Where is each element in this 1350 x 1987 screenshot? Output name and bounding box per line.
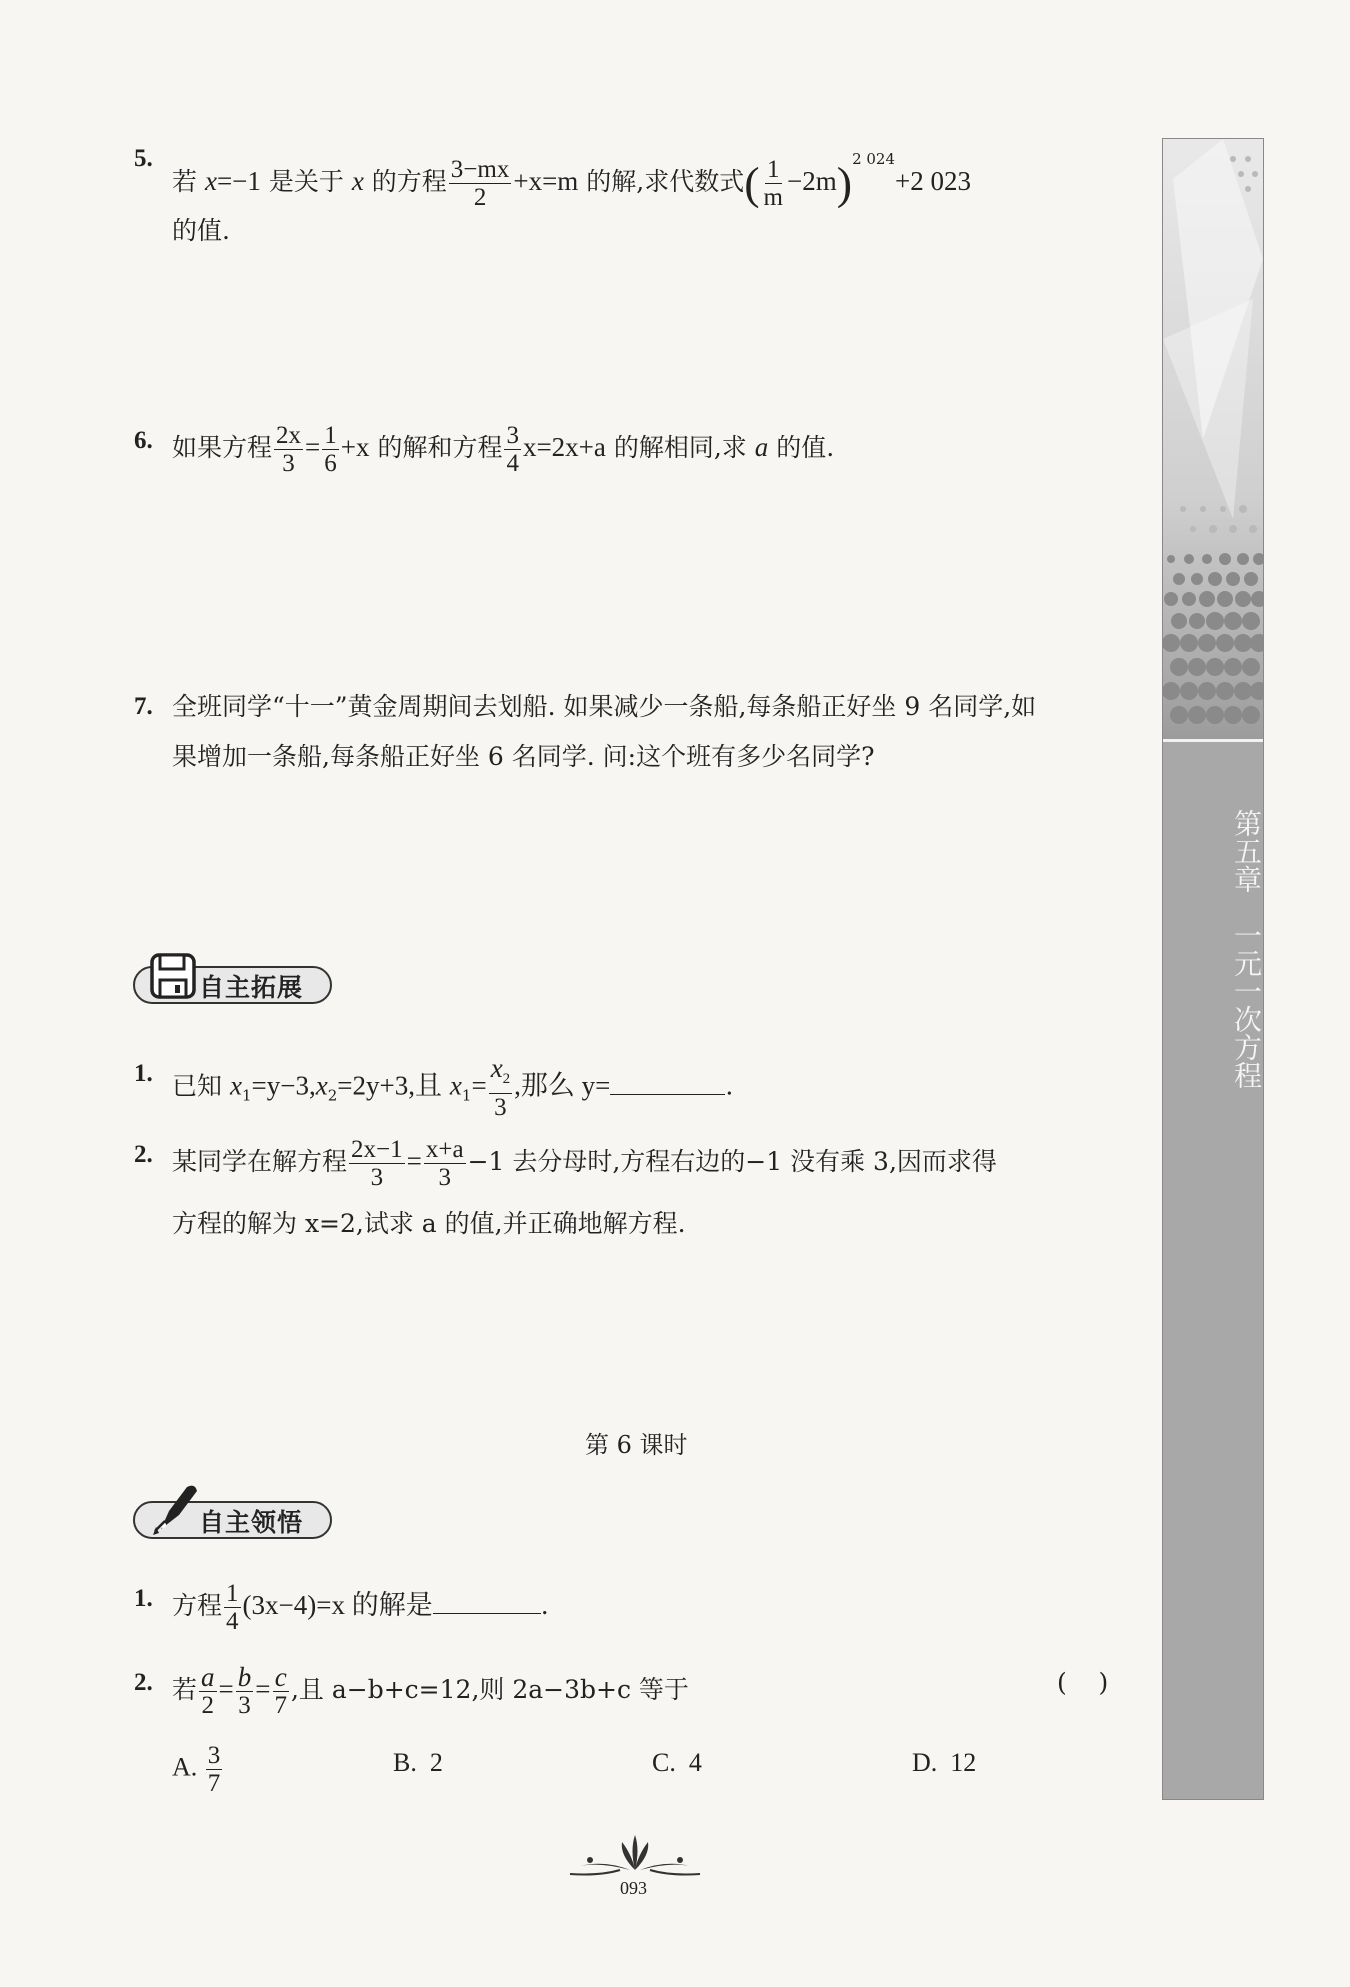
left-paren: ( xyxy=(744,157,760,209)
text: +x xyxy=(340,432,370,462)
text: = xyxy=(305,432,321,462)
denominator: 4 xyxy=(226,1608,239,1635)
numerator: 2x−1 xyxy=(351,1136,403,1163)
text: 如果方程 xyxy=(172,433,273,462)
subscript: 1 xyxy=(461,1086,472,1105)
extension-question-1 xyxy=(134,1053,1152,1121)
question-6 xyxy=(134,422,1142,477)
text: = xyxy=(406,1146,422,1176)
var: x xyxy=(204,166,217,196)
extension-question-2-line2 xyxy=(172,1205,1152,1243)
numerator xyxy=(489,1055,512,1094)
text: =y−3, xyxy=(251,1070,316,1101)
floppy-disk-icon xyxy=(149,952,197,1000)
right-paren: ) xyxy=(836,157,853,209)
question-number: 1. xyxy=(134,1060,153,1087)
denominator: 2 xyxy=(201,1692,215,1719)
numerator: b xyxy=(237,1662,252,1692)
var: x xyxy=(351,166,364,196)
text: 的解和方程 xyxy=(377,433,503,462)
halftone-pattern xyxy=(1163,139,1263,739)
halftone-dots xyxy=(1163,139,1263,739)
var: x xyxy=(229,1070,242,1101)
denominator: 6 xyxy=(324,450,337,477)
answer-paren[interactable]: ( ) xyxy=(1057,1668,1109,1697)
text: = xyxy=(471,1070,487,1101)
denominator: 3 xyxy=(238,1692,251,1719)
fraction xyxy=(424,1136,466,1191)
denominator: 3 xyxy=(438,1164,451,1191)
question-number: 2. xyxy=(134,1669,153,1696)
text: +x=m xyxy=(513,166,579,196)
denominator: 3 xyxy=(494,1094,507,1121)
subscript: 2 xyxy=(502,1071,511,1087)
text: 的值. xyxy=(776,433,835,462)
text: ,且 a−b+c=12,则 2a−3b+c 等于 xyxy=(290,1675,689,1704)
chapter-title: 第五章 一元一次方程 xyxy=(1230,809,1263,1089)
fraction xyxy=(449,156,512,211)
denominator: 2 xyxy=(473,184,487,211)
question-5-line2 xyxy=(172,212,230,250)
text: 若 xyxy=(172,167,198,196)
option-c[interactable]: C. 4 xyxy=(652,1748,702,1777)
text: 全班同学“十一”黄金周期间去划船. 如果减少一条船,每条船正好坐 9 名同学,如 xyxy=(172,692,1037,721)
text: 方程 xyxy=(172,1591,223,1620)
text: 的解,求代数式 xyxy=(586,167,745,196)
numerator: 3 xyxy=(506,422,519,449)
text: 的方程 xyxy=(371,167,447,196)
text: −1 去分母时,方程右边的−1 没有乘 3,因而求得 xyxy=(467,1147,997,1176)
heading-label: 自主拓展 xyxy=(199,973,304,1002)
exponent: 2 024 xyxy=(852,150,896,168)
page-number: 093 xyxy=(620,1878,647,1898)
chapter-sidebar xyxy=(1162,138,1264,1800)
fraction xyxy=(274,422,303,477)
text: =2y+3,且 xyxy=(337,1070,442,1101)
denominator: m xyxy=(763,184,783,211)
text: = xyxy=(255,1674,271,1704)
numerator: 1 xyxy=(767,156,780,183)
question-number: 7. xyxy=(134,693,153,720)
var: a xyxy=(754,432,769,462)
numerator: 1 xyxy=(226,1580,239,1607)
text: +2 023 xyxy=(895,166,971,196)
lesson-title: 第 6 课时 xyxy=(585,1431,688,1459)
option-d[interactable]: D. 12 xyxy=(912,1748,977,1777)
option-label: A. xyxy=(172,1752,198,1782)
text: 某同学在解方程 xyxy=(172,1147,348,1176)
fraction xyxy=(762,156,785,211)
fraction xyxy=(504,422,521,477)
floral-ornament-icon xyxy=(560,1830,710,1880)
denominator: 3 xyxy=(370,1164,384,1191)
fraction xyxy=(322,422,339,477)
extension-question-2 xyxy=(134,1136,1152,1191)
text: 果增加一条船,每条船正好坐 6 名同学. 问:这个班有多少名同学? xyxy=(172,742,875,771)
text: . xyxy=(725,1071,734,1101)
text: 方程的解为 x=2,试求 a 的值,并正确地解方程. xyxy=(172,1209,686,1238)
denominator: 7 xyxy=(207,1770,221,1797)
question-number: 1. xyxy=(134,1585,153,1612)
text: ,那么 y= xyxy=(514,1070,611,1101)
numerator: 3 xyxy=(207,1742,221,1769)
comprehension-question-2 xyxy=(134,1662,1152,1719)
denominator: 3 xyxy=(282,450,295,477)
subscript: 2 xyxy=(327,1086,338,1105)
question-number: 6. xyxy=(134,427,153,454)
question-7 xyxy=(134,688,1152,726)
fraction xyxy=(272,1664,289,1719)
text: =−1 xyxy=(216,166,261,196)
question-number: 5. xyxy=(134,145,153,172)
text: 的值. xyxy=(172,216,230,245)
answer-blank[interactable] xyxy=(433,1593,541,1614)
var: x xyxy=(315,1070,328,1101)
text: 的解相同,求 xyxy=(613,433,747,462)
question-number: 2. xyxy=(134,1141,153,1168)
numerator: 1 xyxy=(324,422,337,449)
question-5 xyxy=(134,140,1142,211)
sidebar-separator xyxy=(1163,739,1263,742)
fraction xyxy=(349,1136,405,1191)
option-a[interactable] xyxy=(172,1742,224,1797)
heading-label: 自主领悟 xyxy=(199,1508,304,1537)
text: −2m xyxy=(787,166,837,196)
option-b[interactable]: B. 2 xyxy=(393,1748,443,1777)
answer-blank[interactable] xyxy=(610,1074,725,1095)
section-heading-comprehension xyxy=(133,1487,343,1537)
text: x=2x+a xyxy=(522,432,606,462)
numerator: a xyxy=(201,1662,215,1692)
denominator: 7 xyxy=(274,1692,287,1719)
text: (3x−4)=x 的解是 xyxy=(242,1590,433,1620)
section-heading-extension xyxy=(133,952,343,1002)
fraction xyxy=(489,1055,512,1121)
numerator: 3−mx xyxy=(450,156,510,183)
subscript: 1 xyxy=(241,1086,252,1105)
pen-nib-icon xyxy=(147,1481,201,1537)
text: = xyxy=(218,1674,234,1704)
text: . xyxy=(540,1591,549,1620)
fraction xyxy=(199,1664,217,1719)
fraction xyxy=(236,1664,254,1719)
denominator: 4 xyxy=(506,450,519,477)
text: 已知 xyxy=(172,1071,223,1101)
text: 是关于 xyxy=(268,167,344,196)
var: x xyxy=(490,1053,503,1083)
question-7-line2 xyxy=(172,738,1152,776)
numerator: 2x xyxy=(276,422,302,449)
comprehension-question-1 xyxy=(134,1580,1152,1635)
numerator: x+a xyxy=(425,1136,464,1163)
var: x xyxy=(449,1070,462,1101)
numerator: c xyxy=(274,1662,287,1692)
text: 若 xyxy=(172,1675,198,1704)
fraction xyxy=(206,1742,223,1797)
fraction xyxy=(224,1580,241,1635)
